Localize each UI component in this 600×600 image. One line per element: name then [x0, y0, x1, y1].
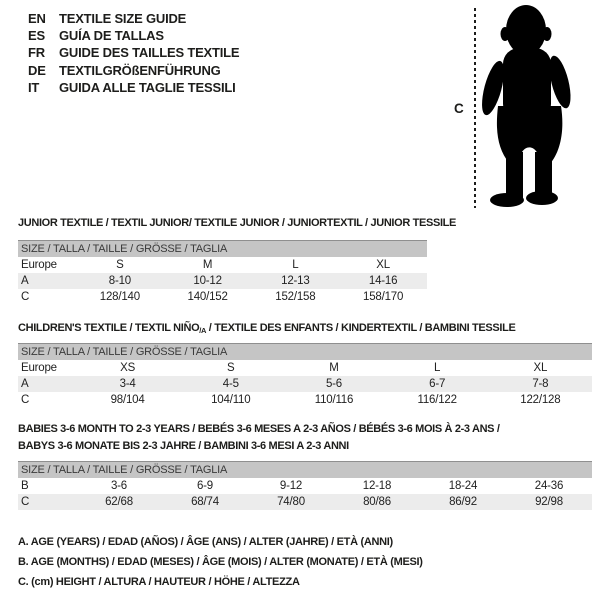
size-cell: 74/80 [248, 494, 334, 510]
junior-table-title: JUNIOR TEXTILE / TEXTIL JUNIOR/ TEXTILE JUNIOR / JUNIORTEXTIL / JUNIOR TESSILE [18, 217, 457, 229]
size-cell: 122/128 [520, 393, 561, 406]
babies-table-title [18, 421, 500, 454]
table-row [18, 494, 592, 510]
height-measure-dotted-line [474, 8, 476, 208]
language-row-en [28, 10, 239, 27]
size-cell: 4-5 [179, 376, 282, 392]
size-cell: L [434, 361, 441, 374]
size-cell: 3-6 [110, 479, 128, 492]
row-label: C [18, 494, 76, 510]
babies-size-table [18, 461, 592, 510]
table-row [18, 257, 427, 273]
language-row-de [28, 62, 239, 79]
size-cell: 12-18 [362, 479, 392, 492]
table-row [18, 289, 427, 305]
children-title-subscript: /A [199, 326, 207, 335]
size-cell: 18-24 [448, 479, 478, 492]
size-cell: 10-12 [164, 273, 252, 289]
size-cell: 68/74 [162, 494, 248, 510]
language-row-es [28, 27, 239, 44]
size-cell: M [329, 361, 339, 374]
language-title: GUIDE DES TAILLES TEXTILE [59, 45, 240, 61]
language-list [28, 10, 239, 96]
size-cell: 80/86 [334, 494, 420, 510]
size-cell: 8-10 [76, 273, 164, 289]
size-cell: 158/170 [363, 290, 404, 303]
size-cell: S [227, 361, 235, 374]
size-cell: 92/98 [506, 494, 592, 510]
language-code: DE [28, 62, 46, 78]
size-cell: L [292, 258, 299, 271]
size-cell: 62/68 [76, 494, 162, 510]
table-header-row [18, 344, 592, 360]
size-cell: 140/152 [187, 290, 228, 303]
size-cell: M [202, 258, 213, 271]
size-cell: 6-7 [386, 376, 489, 392]
language-code: IT [28, 79, 40, 95]
language-title: TEXTILGRÖßENFÜHRUNG [59, 62, 221, 78]
baby-silhouette-icon [480, 4, 596, 210]
table-header-row [18, 241, 427, 257]
size-header-label: SIZE / TALLA / TAILLE / GRÖSSE / TAGLIA [18, 241, 427, 257]
row-label: Europe [21, 361, 57, 374]
children-title-main: CHILDREN'S TEXTILE / TEXTIL NIÑO [18, 322, 200, 334]
row-label: C [21, 393, 30, 406]
size-header-label: SIZE / TALLA / TAILLE / GRÖSSE / TAGLIA [18, 462, 592, 478]
row-label: C [21, 290, 30, 303]
size-cell: 98/104 [110, 393, 145, 406]
size-cell: XS [120, 361, 136, 374]
size-cell: 7-8 [489, 376, 592, 392]
language-title: GUÍA DE TALLAS [59, 28, 164, 44]
table-row [18, 376, 592, 392]
table-row [18, 392, 592, 408]
size-cell: 3-4 [76, 376, 179, 392]
language-code: FR [28, 45, 45, 61]
table-row [18, 273, 427, 289]
language-title: TEXTILE SIZE GUIDE [59, 11, 187, 27]
size-header-label: SIZE / TALLA / TAILLE / GRÖSSE / TAGLIA [18, 344, 592, 360]
row-label: A [18, 273, 76, 289]
size-cell: 152/158 [275, 290, 316, 303]
size-cell: XL [376, 258, 390, 271]
table-header-row [18, 462, 592, 478]
note-age-years: A. AGE (YEARS) / EDAD (AÑOS) / ÂGE (ANS) / ALTER (JAHRE) / ETÀ (ANNI) [18, 536, 393, 548]
size-cell: 24-36 [534, 479, 564, 492]
size-cell: 6-9 [196, 479, 214, 492]
language-row-it [28, 79, 239, 96]
children-title-rest: / TEXTILE DES ENFANTS / KINDERTEXTIL / BAMBINI TESSILE [206, 322, 516, 334]
babies-title-line2: BABYS 3-6 MONATE BIS 2-3 JAHRE / BAMBINI 3-6 MESI A 2-3 ANNI [18, 439, 349, 452]
children-size-table [18, 343, 592, 408]
size-cell: 9-12 [279, 479, 303, 492]
height-label-c: C [454, 101, 464, 116]
language-row-fr [28, 44, 239, 61]
row-label: A [18, 376, 76, 392]
table-row [18, 360, 592, 376]
size-cell: 110/116 [314, 393, 354, 406]
size-cell: 116/122 [417, 393, 457, 406]
size-cell: 128/140 [99, 290, 140, 303]
language-code: EN [28, 11, 46, 27]
junior-size-table [18, 240, 427, 305]
children-table-title [18, 322, 515, 335]
size-cell: 86/92 [420, 494, 506, 510]
size-cell: S [116, 258, 124, 271]
row-label: B [21, 479, 29, 492]
size-cell: 14-16 [339, 273, 427, 289]
language-code: ES [28, 28, 45, 44]
note-age-months: B. AGE (MONTHS) / EDAD (MESES) / ÂGE (MOIS) / ALTER (MONATE) / ETÀ (MESI) [18, 556, 423, 568]
size-cell: 12-13 [252, 273, 340, 289]
note-height-cm: C. (cm) HEIGHT / ALTURA / HAUTEUR / HÖHE / ALTEZZA [18, 576, 300, 588]
row-label: Europe [21, 258, 57, 271]
language-title: GUIDA ALLE TAGLIE TESSILI [59, 79, 236, 95]
size-cell: XL [533, 361, 548, 374]
size-cell: 5-6 [282, 376, 385, 392]
babies-title-line1: BABIES 3-6 MONTH TO 2-3 YEARS / BEBÉS 3-6 MESES A 2-3 AÑOS / BÉBÉS 3-6 MOIS À 2-3 ANS / [18, 423, 500, 435]
table-row [18, 478, 592, 494]
size-cell: 104/110 [211, 393, 251, 406]
